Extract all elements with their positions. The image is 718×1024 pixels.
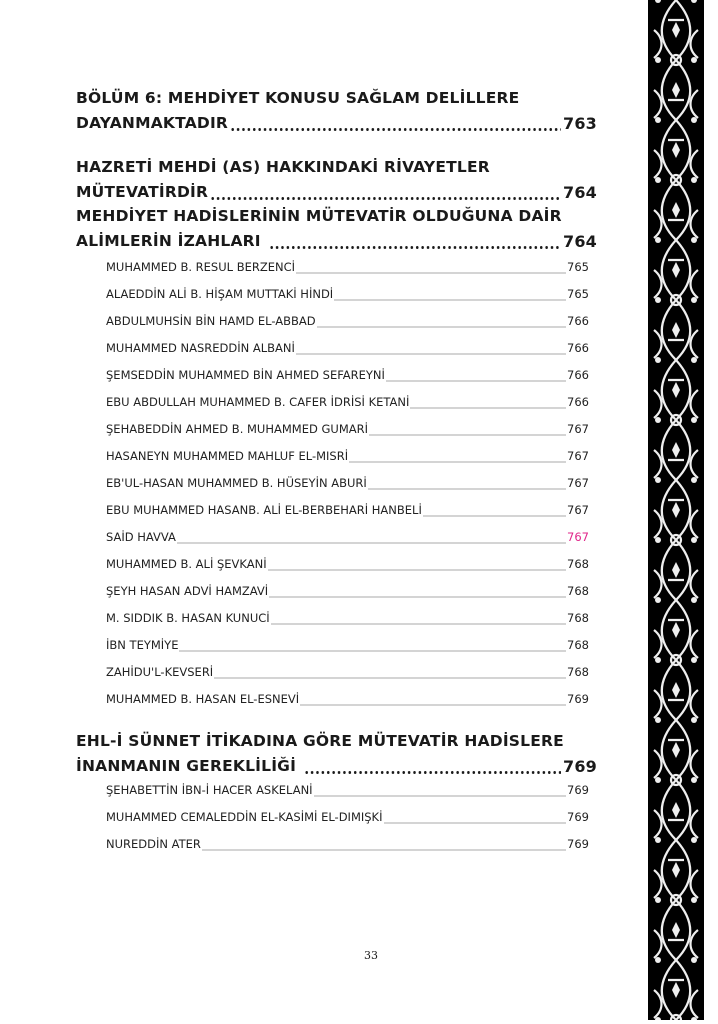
toc-section-heading[interactable] (76, 729, 597, 779)
page-ref: 769 (567, 692, 589, 706)
toc-entry[interactable] (106, 551, 589, 578)
dot-leader (296, 335, 566, 362)
dot-leader (177, 524, 566, 551)
toc-section-heading[interactable] (76, 86, 597, 136)
page-ref: 766 (567, 395, 589, 409)
toc-entry[interactable] (106, 335, 589, 362)
entry-title: ŞEHABEDDİN AHMED B. MUHAMMED GUMARİ (106, 422, 368, 436)
entry-title: ABDULMUHSİN BİN HAMD EL-ABBAD (106, 314, 316, 328)
toc-entry[interactable] (106, 804, 589, 831)
page-ref: 764 (563, 232, 597, 251)
page-ref: 768 (567, 638, 589, 652)
page-ref: 768 (567, 584, 589, 598)
dot-leader (269, 578, 566, 605)
entry-title: MUHAMMED B. HASAN EL-ESNEVİ (106, 692, 300, 706)
page-number: 33 (364, 949, 378, 962)
dot-leader (317, 308, 566, 335)
dot-leader (300, 686, 566, 713)
page-ref: 768 (567, 557, 589, 571)
entry-title: ŞEMSEDDİN MUHAMMED BİN AHMED SEFAREYNİ (106, 368, 385, 382)
page-ref: 767 (567, 476, 589, 490)
dot-leader (210, 180, 561, 205)
dot-leader (368, 470, 566, 497)
entry-title: M. SIDDIK B. HASAN KUNUCİ (106, 611, 270, 625)
entry-title: EB'UL-HASAN MUHAMMED B. HÜSEYİN ABURİ (106, 476, 367, 490)
dot-leader (423, 497, 566, 524)
toc-entry[interactable] (106, 389, 589, 416)
heading-line: MÜTEVATİRDİR (76, 183, 209, 201)
page-ref: 767 (567, 422, 589, 436)
dot-leader (214, 659, 566, 686)
entry-title: MUHAMMED CEMALEDDİN EL-KASİMİ EL-DIMIŞKİ (106, 810, 383, 824)
toc-subentries (106, 254, 589, 713)
toc-subentries (106, 777, 589, 858)
dot-leader (314, 777, 566, 804)
toc-entry[interactable] (106, 777, 589, 804)
dot-leader (334, 281, 566, 308)
entry-title: ŞEHABETTİN İBN-İ HACER ASKELANİ (106, 783, 313, 797)
dot-leader (410, 389, 566, 416)
arabesque-ornament-icon (648, 0, 704, 1020)
page-ref: 769 (563, 757, 597, 776)
page-ref: 763 (563, 114, 597, 133)
entry-title: ŞEYH HASAN ADVİ HAMZAVİ (106, 584, 269, 598)
heading-line: HAZRETİ MEHDİ (AS) HAKKINDAKİ RİVAYETLER (76, 158, 490, 176)
dot-leader (271, 605, 566, 632)
page-ref: 764 (563, 183, 597, 202)
page-ref: 767 (567, 530, 589, 544)
heading-line: MEHDİYET HADİSLERİNİN MÜTEVATİR OLDUĞUNA DAİR (76, 207, 562, 225)
dot-leader (179, 632, 566, 659)
page-ref: 769 (567, 810, 589, 824)
dot-leader (296, 254, 566, 281)
toc-entry[interactable] (106, 416, 589, 443)
page-ref: 767 (567, 449, 589, 463)
toc-entry[interactable] (106, 362, 589, 389)
toc-section-heading[interactable] (76, 155, 597, 205)
toc-entry[interactable] (106, 254, 589, 281)
entry-title: SAİD HAVVA (106, 530, 176, 544)
page-ref: 766 (567, 341, 589, 355)
entry-title: MUHAMMED B. RESUL BERZENCİ (106, 260, 296, 274)
entry-title: NUREDDİN ATER (106, 837, 201, 851)
toc-entry[interactable] (106, 497, 589, 524)
entry-title: MUHAMMED NASREDDİN ALBANİ (106, 341, 295, 355)
toc-entry[interactable] (106, 632, 589, 659)
toc-entry[interactable] (106, 686, 589, 713)
toc-entry[interactable] (106, 281, 589, 308)
toc-entry[interactable] (106, 443, 589, 470)
heading-line: BÖLÜM 6: MEHDİYET KONUSU SAĞLAM DELİLLERE (76, 89, 520, 107)
entry-title: ALAEDDİN ALİ B. HİŞAM MUTTAKİ HİNDİ (106, 287, 334, 301)
ornamental-border (648, 0, 704, 1020)
entry-title: EBU MUHAMMED HASANB. ALİ EL-BERBEHARİ HANBELİ (106, 503, 422, 517)
page-ref: 766 (567, 314, 589, 328)
toc-section-heading[interactable] (76, 204, 597, 254)
entry-title: MUHAMMED B. ALİ ŞEVKANİ (106, 557, 267, 571)
toc-entry[interactable] (106, 578, 589, 605)
page-ref: 766 (567, 368, 589, 382)
heading-line: İNANMANIN GEREKLİLİĞİ (76, 757, 297, 775)
page-ref: 768 (567, 665, 589, 679)
heading-line: EHL-İ SÜNNET İTİKADINA GÖRE MÜTEVATİR HADİSLERE (76, 732, 564, 750)
page-ref: 765 (567, 287, 589, 301)
page-ref: 768 (567, 611, 589, 625)
dot-leader (386, 362, 566, 389)
dot-leader (369, 416, 566, 443)
entry-title: ZAHİDU'L-KEVSERİ (106, 665, 214, 679)
dot-leader (230, 111, 561, 136)
dot-leader (349, 443, 566, 470)
dot-leader (304, 754, 561, 779)
dot-leader (268, 551, 566, 578)
dot-leader (269, 229, 561, 254)
entry-title: İBN TEYMİYE (106, 638, 179, 652)
page-ref: 769 (567, 783, 589, 797)
page-ref: 767 (567, 503, 589, 517)
toc-entry[interactable] (106, 308, 589, 335)
heading-line: DAYANMAKTADIR (76, 114, 229, 132)
entry-title: EBU ABDULLAH MUHAMMED B. CAFER İDRİSİ KETANİ (106, 395, 410, 409)
toc-entry[interactable] (106, 831, 589, 858)
entry-title: HASANEYN MUHAMMED MAHLUF EL-MISRİ (106, 449, 349, 463)
dot-leader (384, 804, 567, 831)
dot-leader (202, 831, 566, 858)
page-ref: 769 (567, 837, 589, 851)
toc-entry[interactable] (106, 524, 589, 551)
toc-entry[interactable] (106, 470, 589, 497)
toc-entry[interactable] (106, 659, 589, 686)
toc-entry[interactable] (106, 605, 589, 632)
heading-line: ALİMLERİN İZAHLARI (76, 232, 261, 250)
page-ref: 765 (567, 260, 589, 274)
